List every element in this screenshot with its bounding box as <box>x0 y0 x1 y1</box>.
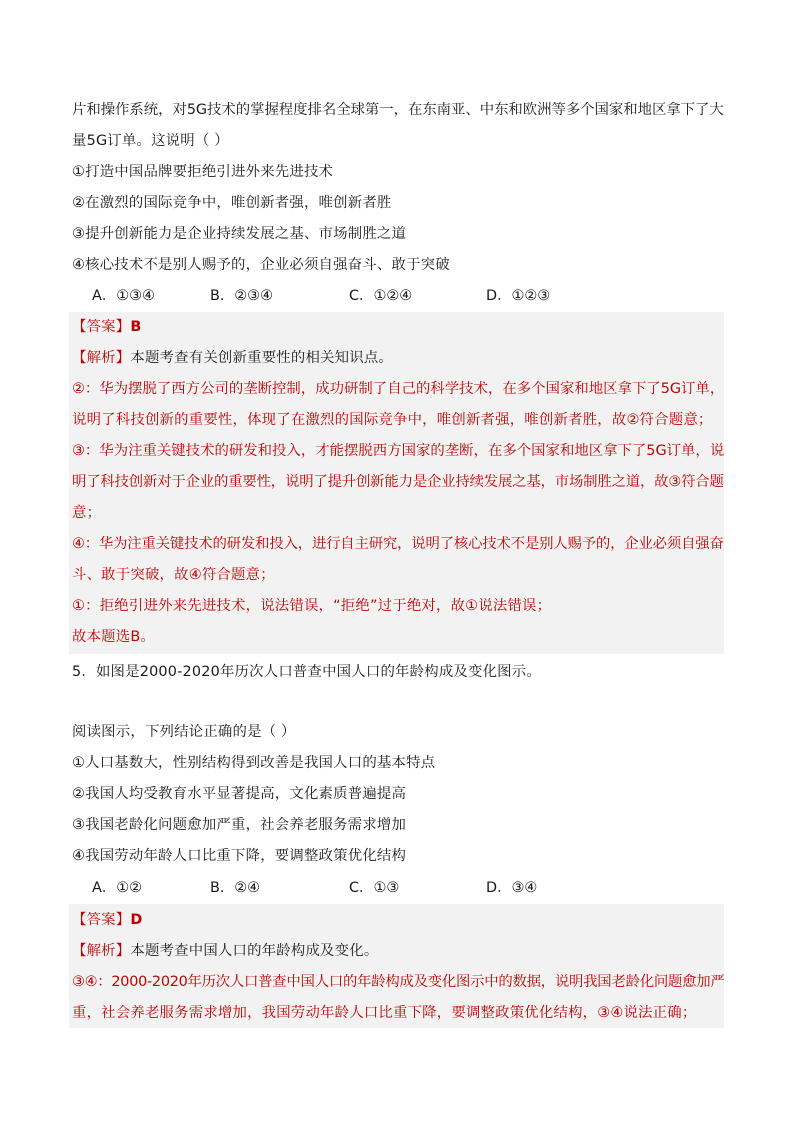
q4-stem-line2: 量5G订单。这说明（ ） <box>72 133 229 149</box>
q4-analysis-line: 明了科技创新对于企业的重要性，说明了提升创新能力是企业持续发展之基，市场制胜之道，故③符合题 <box>72 474 724 490</box>
q4-answer-label: 【答案】 <box>72 319 131 335</box>
q4-analysis-intro <box>72 348 393 368</box>
q4-analysis-line: ②：华为摆脱了西方公司的垄断控制，成功研制了自己的科学技术，在多个国家和地区拿下了5G订单， <box>72 381 725 397</box>
q5-statement-4: ④我国劳动年龄人口比重下降，要调整政策优化结构 <box>72 848 407 864</box>
q4-statement-1: ①打造中国品牌要拒绝引进外来先进技术 <box>72 164 334 180</box>
q4-statement-4: ④核心技术不是别人赐予的，企业必须自强奋斗、敢于突破 <box>72 257 450 273</box>
q4-option-d: D．①②③ <box>486 288 551 304</box>
q5-prompt: 阅读图示，下列结论正确的是（ ） <box>72 724 296 740</box>
q5-analysis-intro-text: 本题考查中国人口的年龄构成及变化。 <box>130 943 379 959</box>
q4-analysis-label: 【解析】 <box>72 350 131 366</box>
q5-option-a: A．①② <box>92 880 143 896</box>
q5-analysis-line: 重，社会养老服务需求增加，我国劳动年龄人口比重下降，要调整政策优化结构，③④说法正确； <box>72 1005 697 1021</box>
q5-stem: 5．如图是2000-2020年历次人口普查中国人口的年龄构成及变化图示。 <box>72 664 541 680</box>
q4-option-a: A．①③④ <box>92 288 155 304</box>
q4-analysis-line: 说明了科技创新的重要性，体现了在激烈的国际竞争中，唯创新者强，唯创新者胜，故②符合题意； <box>72 412 713 428</box>
q5-answer <box>72 910 143 930</box>
q4-answer-value: B <box>130 319 142 335</box>
q4-analysis-line: ③：华为注重关键技术的研发和投入，才能摆脱西方国家的垄断，在多个国家和地区拿下了5G订单，说 <box>72 443 725 459</box>
q5-analysis-intro <box>72 941 378 961</box>
q5-option-b: B．②④ <box>210 880 261 896</box>
q5-answer-value: D <box>130 912 143 928</box>
q5-statement-3: ③我国老龄化问题愈加严重，社会养老服务需求增加 <box>72 817 407 833</box>
q4-option-c: C．①②④ <box>349 288 413 304</box>
q5-statement-1: ①人口基数大，性别结构得到改善是我国人口的基本特点 <box>72 755 436 771</box>
q5-statement-2: ②我国人均受教育水平显著提高，文化素质普遍提高 <box>72 786 407 802</box>
q5-answer-label: 【答案】 <box>72 912 131 928</box>
q4-analysis-intro-text: 本题考查有关创新重要性的相关知识点。 <box>130 350 394 366</box>
q5-option-c: C．①③ <box>349 880 400 896</box>
q4-statement-3: ③提升创新能力是企业持续发展之基、市场制胜之道 <box>72 226 407 242</box>
q4-stem-line1: 片和操作系统，对5G技术的掌握程度排名全球第一，在东南亚、中东和欧洲等多个国家和地区拿下了大 <box>72 102 724 118</box>
q4-answer <box>72 317 142 337</box>
q5-analysis-line: ③④：2000-2020年历次人口普查中国人口的年龄构成及变化图示中的数据，说明我国老龄化问题愈加严 <box>72 974 725 990</box>
q4-option-b: B．②③④ <box>210 288 273 304</box>
q4-analysis-conclusion: 故本题选B。 <box>72 629 156 645</box>
q4-analysis-line: ①：拒绝引进外来先进技术，说法错误，“拒绝”过于绝对，故①说法错误； <box>72 598 552 614</box>
q5-analysis-label: 【解析】 <box>72 943 131 959</box>
q4-analysis-line: 斗、敢于突破，故④符合题意； <box>72 567 275 583</box>
q4-analysis-line: ④：华为注重关键技术的研发和投入，进行自主研究，说明了核心技术不是别人赐予的，企业必须自强奋 <box>72 536 724 552</box>
q4-analysis-line: 意； <box>72 505 102 521</box>
q4-statement-2: ②在激烈的国际竞争中，唯创新者强，唯创新者胜 <box>72 195 392 211</box>
q5-option-d: D．③④ <box>486 880 538 896</box>
